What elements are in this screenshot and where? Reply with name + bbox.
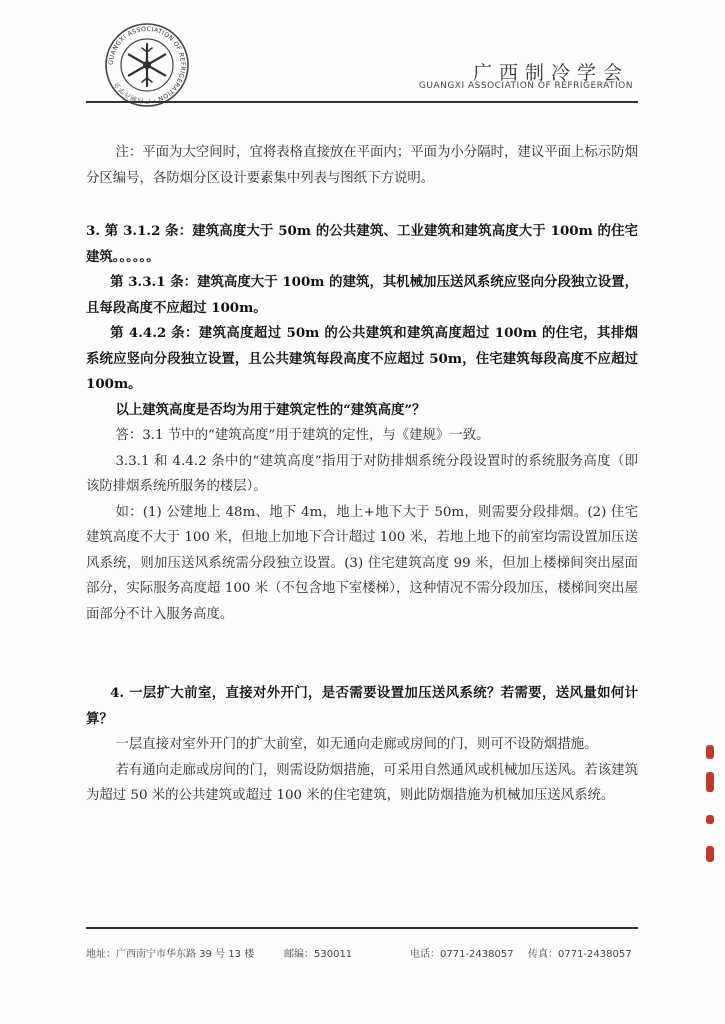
- footer-divider: [86, 927, 638, 929]
- document-body: [86, 140, 638, 809]
- margin-mark: [706, 772, 714, 792]
- association-logo: [104, 22, 190, 108]
- q4-answer-1: 一层直接对室外开门的扩大前室，如无通向走廊或房间的门，则可不设防烟措施。: [115, 737, 598, 752]
- q3-answer-3: 如：(1) 公建地上 48m、地下 4m，地上+地下大于 50m，则需要分段排烟。(2) 住宅建筑高度不大于 100 米，但地上加地下合计超过 100 米，若地上地下的前室均需设置加压送风系统，则加压送风系统需分段独立设置。(3) 住宅建筑高度 99 米，但加上楼梯间突出屋面部分，实际服务高度超 100 米（不包含地下室楼梯），这种情况不需分段加压，楼梯间突出屋面部分不计入服务高度。: [86, 504, 638, 622]
- note-paragraph: 注：平面为大空间时，宜将表格直接放在平面内；平面为小分隔时，建议平面上标示防烟分区编号，各防烟分区设计要素集中列表与图纸下方说明。: [86, 145, 638, 186]
- margin-mark: [706, 815, 714, 824]
- footer-phone: 电话：0771-2438057: [410, 949, 514, 960]
- footer-fax: 传真：0771-2438057: [528, 949, 632, 960]
- q3-clause-c: 第 4.4.2 条：建筑高度超过 50m 的公共建筑和建筑高度超过 100m 的住宅，其排烟系统应竖向分段独立设置，且公共建筑每段高度不应超过 50m，住宅建筑每段高度不应超过 100m。: [86, 325, 638, 392]
- q4-answer-2: 若有通向走廊或房间的门，则需设防烟措施，可采用自然通风或机械加压送风。若该建筑为超过 50 米的公共建筑或超过 100 米的住宅建筑，则此防烟措施为机械加压送风系统。: [86, 762, 638, 803]
- q3-clause-a: 3. 第 3.1.2 条：建筑高度大于 50m 的公共建筑、工业建筑和建筑高度大于 100m 的住宅建筑。。。。。。: [86, 223, 638, 265]
- footer-address: 地址：广西南宁市华东路 39 号 13 楼: [86, 949, 255, 960]
- q3-question: 以上建筑高度是否均为用于建筑定性的“建筑高度”？: [115, 401, 426, 418]
- org-name-en: GUANGXI ASSOCIATION OF REFRIGERATION: [418, 81, 633, 91]
- q3-answer-1: 答：3.1 节中的“建筑高度”用于建筑的定性，与《建规》一致。: [115, 428, 490, 443]
- q4-question: 4. 一层扩大前室，直接对外开门，是否需要设置加压送风系统？若需要，送风量如何计算？: [86, 685, 638, 727]
- logo-ring-text: GUANGXI ASSOCIATION OF REFRIGERATION · 广西制冷学会: [107, 25, 187, 105]
- header-divider: [86, 101, 638, 103]
- q3-clause-b: 第 3.3.1 条：建筑高度大于 100m 的建筑，其机械加压送风系统应竖向分段独立设置，且每段高度不应超过 100m。: [86, 274, 638, 316]
- margin-mark: [706, 846, 714, 862]
- margin-mark: [706, 745, 714, 759]
- footer-postcode: 邮编：530011: [284, 949, 353, 960]
- org-name-cn: 广西制冷学会: [472, 62, 629, 84]
- q3-answer-2: 3.3.1 和 4.4.2 条中的“建筑高度”指用于对防排烟系统分段设置时的系统服务高度（即该防排烟系统所服务的楼层）。: [86, 453, 638, 494]
